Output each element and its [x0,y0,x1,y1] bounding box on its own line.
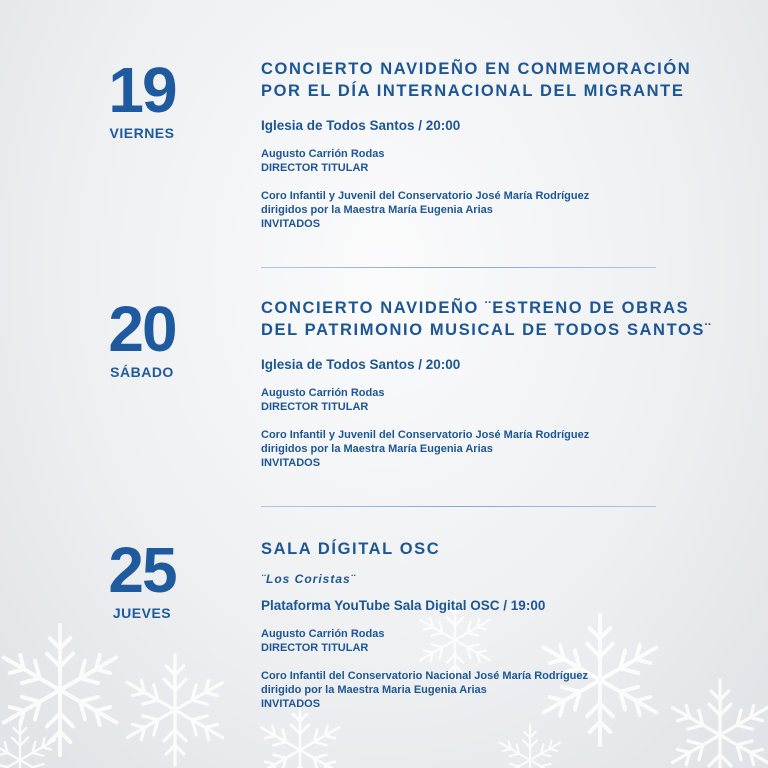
event-title [261,58,741,102]
divider [261,506,656,507]
event-venue-time: Iglesia de Todos Santos / 20:00 [261,357,461,372]
director-role: DIRECTOR TITULAR [261,401,369,413]
day-name: VIERNES [109,125,175,141]
event-subtitle: ¨Los Coristas¨ [261,572,356,586]
event-title: SALA DÍGITAL OSC [261,540,441,558]
director-role: DIRECTOR TITULAR [261,162,369,174]
snowflake-icon [122,655,228,765]
guests-line: dirigidos por la Maestra María Eugenia Arias [261,204,493,216]
day-number: 25 [108,534,176,606]
director-name: Augusto Carrión Rodas [261,628,385,640]
event-venue-time: Iglesia de Todos Santos / 20:00 [261,118,461,133]
event-title-line: CONCIERTO NAVIDEÑO ¨ESTRENO DE OBRAS [261,299,690,317]
event-title [261,297,741,341]
director-name: Augusto Carrión Rodas [261,148,385,160]
day-number: 19 [108,54,176,126]
event-title-line: CONCIERTO NAVIDEÑO EN CONMEMORACIÓN [261,60,692,78]
guests-line: Coro Infantil y Juvenil del Conservatorio José María Rodríguez [261,429,590,441]
divider [261,267,656,268]
event-title-line: DEL PATRIMONIO MUSICAL DE TODOS SANTOS¨ [261,321,713,339]
guests-line: dirigido por la Maestra Maria Eugenia Arias [261,684,487,696]
guests-line: Coro Infantil y Juvenil del Conservatorio José María Rodríguez [261,190,590,202]
guests-line: Coro Infantil del Conservatorio Nacional José María Rodríguez [261,670,589,682]
director-role: DIRECTOR TITULAR [261,642,369,654]
guests-role: INVITADOS [261,698,321,710]
day-name: SÁBADO [110,364,174,380]
snowflake-icon [0,720,59,768]
snowflake-icon [257,705,344,768]
guests-role: INVITADOS [261,218,321,230]
guests-line: dirigidos por la Maestra María Eugenia Arias [261,443,493,455]
director-name: Augusto Carrión Rodas [261,387,385,399]
day-name: JUEVES [112,605,172,621]
snowflake-icon [0,625,123,755]
day-number: 20 [108,293,176,365]
snowflake-icon [496,725,564,768]
event-title-line: POR EL DÍA INTERNACIONAL DEL MIGRANTE [261,82,685,100]
guests-role: INVITADOS [261,457,321,469]
event-venue-time: Plataforma YouTube Sala Digital OSC / 19:00 [261,598,546,613]
